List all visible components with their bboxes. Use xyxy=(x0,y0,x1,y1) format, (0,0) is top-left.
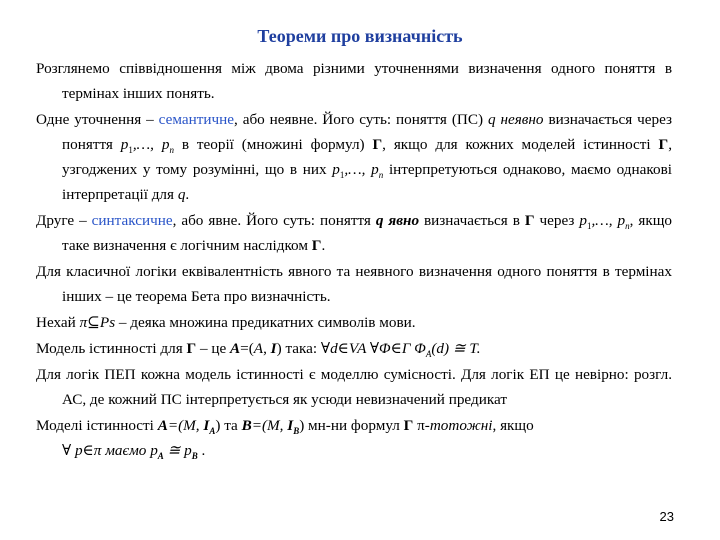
page-number: 23 xyxy=(659,509,674,524)
term-syntactic: синтаксичне xyxy=(91,212,173,229)
paragraph-truth-model: Модель істинності для Γ – це A=(A, I) така: ∀d∈VA ∀Φ∈Γ $\Phi_A(d)$ ≅ T. xyxy=(36,340,481,360)
term-semantic: семантичне xyxy=(158,111,234,128)
paragraph-intro: Розглянемо співвідношення між двома різними уточненнями визначення одного поняття в термінах інших понять. xyxy=(36,60,672,102)
slide-title: Теореми про визначність xyxy=(257,26,463,46)
paragraph-pep-ep: Для логік ПЕП кожна модель істинності є моделлю сумісності. Для логік ЕП це невірно: розгл. АС, де кожний ПС інтерпретується як усюди невизначений предикат xyxy=(36,366,672,408)
paragraph-pi-set: Нехай π⊆Ps – деяка множина предикатних символів мови. xyxy=(36,314,416,331)
slide-body xyxy=(36,56,672,464)
paragraph-pi-identical: Моделі істинності A=(M, $I_A$) та B=(M, $I_B$) мн-ни формул Γ π-тотожні, якщо ∀ p∈π маємо $p_A$ ≅ $p_B$ . xyxy=(36,417,534,462)
paragraph-beth-theorem: Для класичної логіки еквівалентність явного та неявного визначення одного поняття в термінах інших – це теорема Бета про визначність. xyxy=(36,263,672,305)
paragraph-syntactic: Друге – синтаксичне, або явне. Його суть: поняття q явно визначається в Γ через $p_1,\dots$, $p_n$, якщо таке визначення є логічним наслідком Γ. xyxy=(36,212,673,254)
paragraph-semantic: Одне уточнення – семантичне, або неявне. Його суть: поняття (ПС) q неявно визначається через поняття $p_1,\dots$, $p_n$ в теорії (множині формул) Γ, якщо для кожних моделей істинності Γ, узгоджених у тому розумінні, що в них $p_1,\dots$, $p_n$ інтерпретуються однаково, маємо однакові інтерпретації для q. xyxy=(36,111,672,203)
